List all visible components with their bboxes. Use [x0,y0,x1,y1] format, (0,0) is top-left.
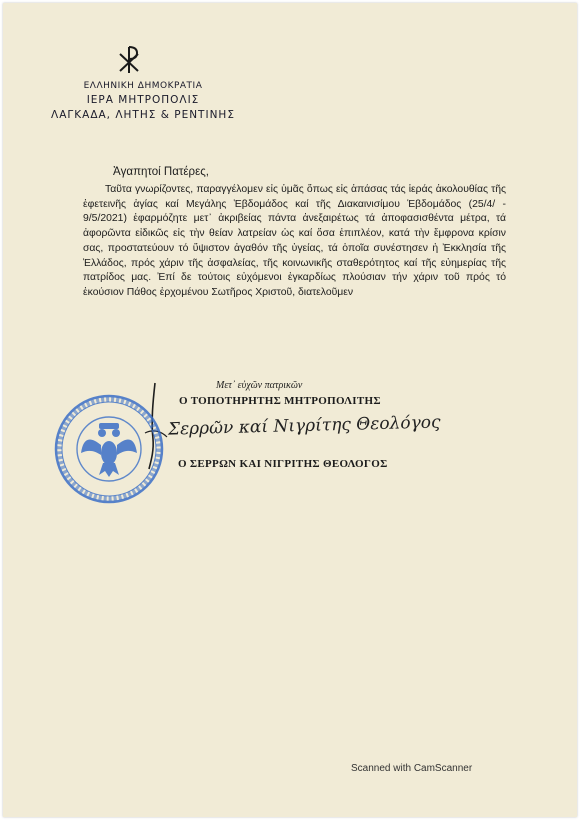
chi-rho-icon [117,45,141,75]
signatory-title: Ο ΤΟΠΟΤΗΡΗΤΗΣ ΜΗΤΡΟΠΟΛΙΤΗΣ [179,395,381,407]
header-metropolis: ΙΕΡΑ ΜΗΤΡΟΠΟΛΙΣ [86,94,200,106]
header-country: ΕΛΛΗΝΙΚΗ ΔΗΜΟΚΡΑΤΙΑ [83,81,203,91]
scanner-watermark: Scanned with CamScanner [351,763,473,774]
signatory-name: Ο ΣΕΡΡΩΝ ΚΑΙ ΝΙΓΡΙΤΗΣ ΘΕΟΛΟΓΟΣ [178,458,388,470]
handwritten-signature: Σερρῶν καί Νιγρίτης Θεολόγος [167,412,441,440]
letter-body: Ταῦτα γνωρίζοντες, παραγγέλομεν εἰς ὑμᾶς ὅπως εἰς ἁπάσας τάς ἱεράς ἀκολουθίας τῆς ἐφετεινῆς ἁγίας καί Μεγάλης Ἑβδομάδος καί τῆς Διακαινισίμου Ἑβδομάδος (25/4/ - 9/5/2021) ἐφαρμόζητε μετ᾽ ἀκριβείας πάντα ἀνεξαιρέτως τά ἀποφασισθέντα μέτρα, τά ἀφορῶντα εἰδικῶς εἰς τὴν θείαν λατρείαν ὡς καί ὅσα ἐπιπλέον, κατά τὴν ἔμφρονα κρίσιν σας, προστατεύουν τό ὕψιστον ἀγαθόν τῆς ὑγείας, τά ὁποῖα συνέστησεν ἡ Ἐκκλησία τῆς Ἑλλάδος, πρός χάριν τῆς ἀσφαλείας, τῆς κοινωνικῆς σταθερότητος καί τῆς εὐημερίας τῆς πατρίδος μας. Ἐπί δε τούτοις εὐχόμενοι ἐγκαρδίως πλούσιαν τήν χάριν τοῦ πρός τό ἑκούσιον Πάθος ἐρχομένου Σωτῆρος Χριστοῦ, διατελοῦμεν [83,184,506,298]
salutation: Ἀγαπητοί Πατέρες, [113,166,209,178]
metropolis-seal-icon [53,393,165,505]
letter-page [3,3,577,817]
header-diocese: ΛΑΓΚΑΔΑ, ΛΗΤΗΣ & ΡΕΝΤΙΝΗΣ [51,109,235,121]
closing-line: Μετ᾽ εὐχῶν πατρικῶν [216,380,303,391]
